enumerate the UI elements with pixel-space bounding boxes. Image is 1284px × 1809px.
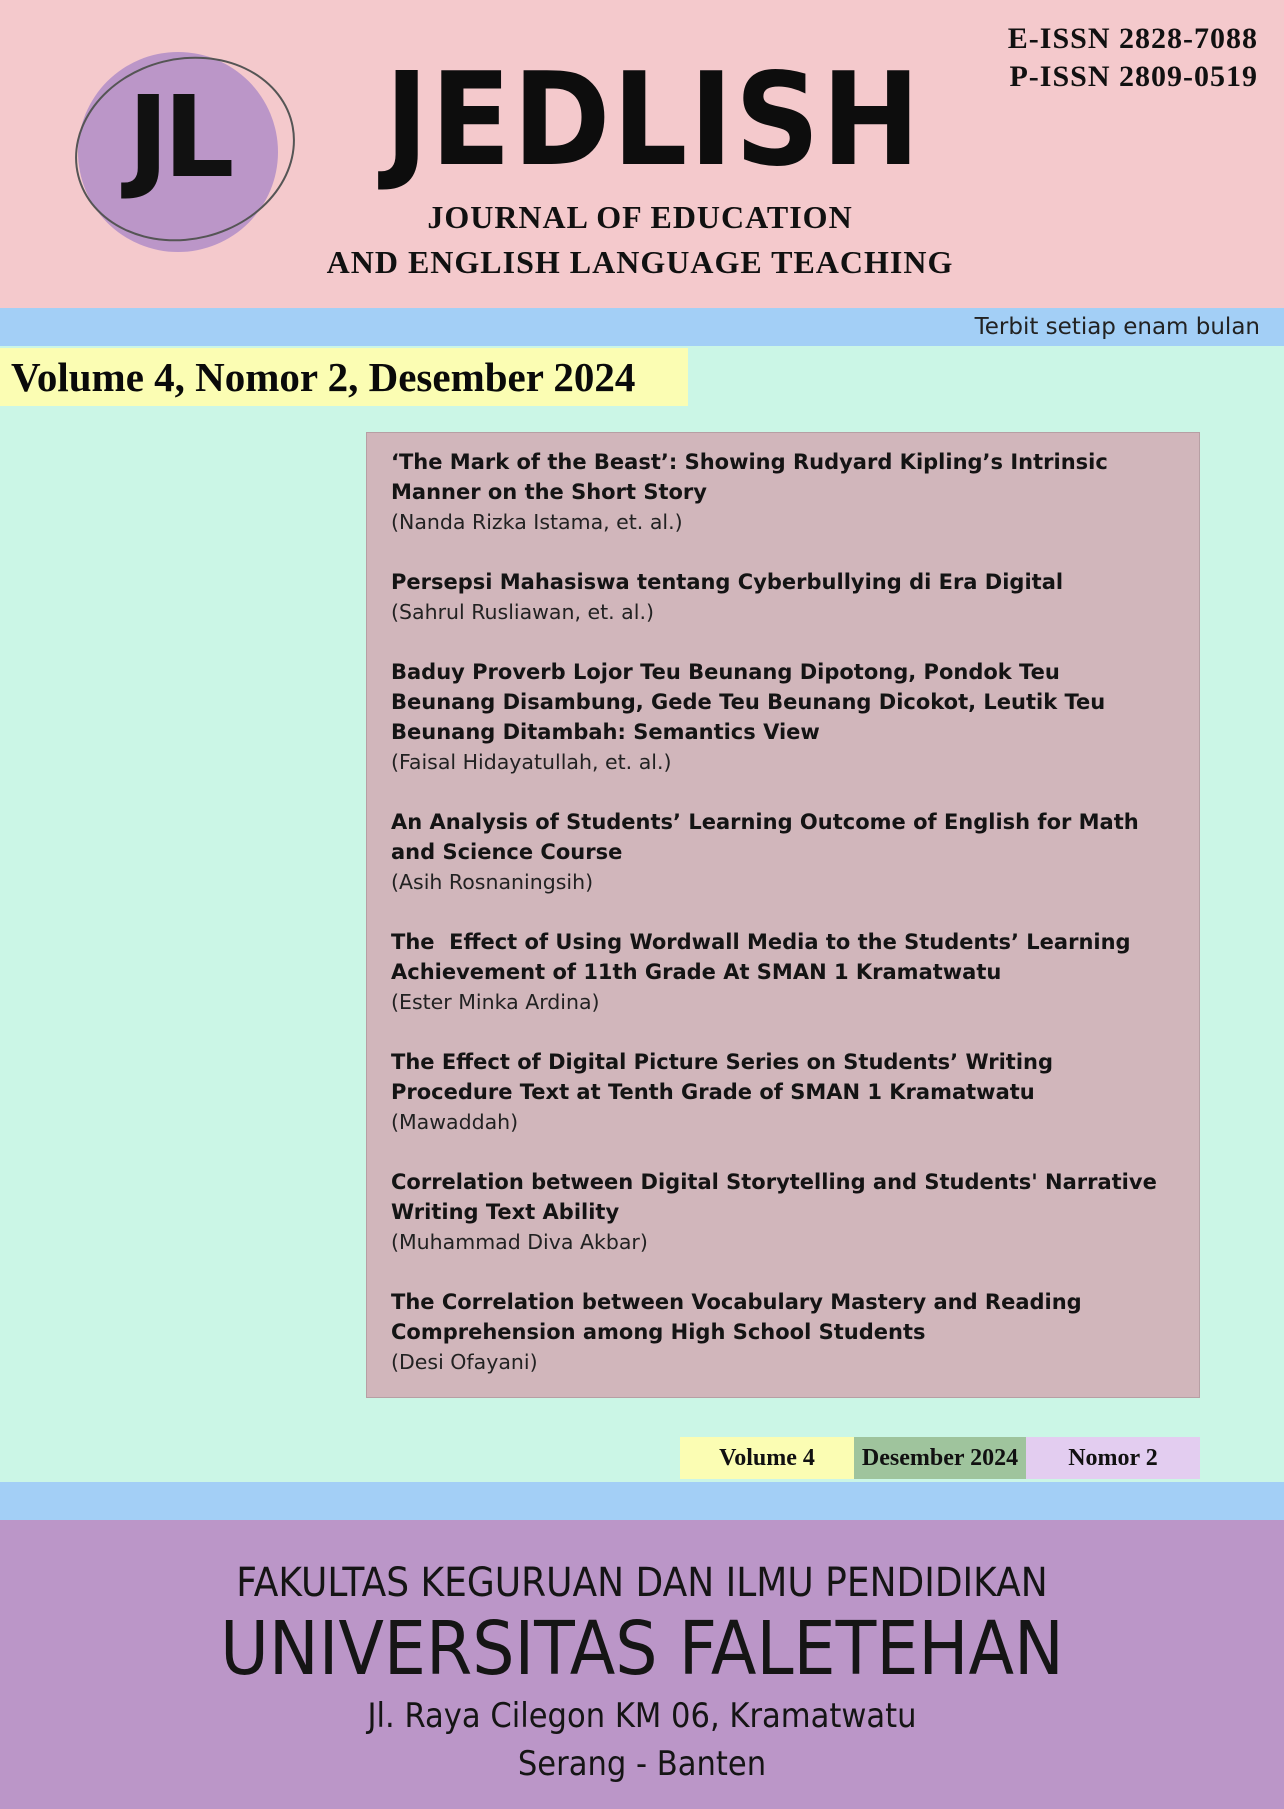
cover-footer: [0, 1520, 1284, 1809]
article-item: [391, 927, 1171, 1017]
article-author: (Muhammad Diva Akbar): [391, 1230, 648, 1254]
university-name: UNIVERSITAS FALETEHAN: [220, 1606, 1064, 1692]
volume-banner-text: Volume 4, Nomor 2, Desember 2024: [11, 354, 636, 400]
article-item: [391, 447, 1171, 537]
bottom-divider-band: [0, 1482, 1284, 1520]
article-item: [391, 1167, 1171, 1257]
article-author: (Desi Ofayani): [391, 1350, 538, 1374]
article-item: [391, 1047, 1171, 1137]
article-item: [391, 807, 1171, 897]
article-author: (Nanda Rizka Istama, et. al.): [391, 510, 683, 534]
journal-logo: JL: [127, 73, 229, 203]
issue-number: Nomor 2: [1026, 1437, 1200, 1479]
article-title: The Effect of Using Wordwall Media to the Students’ Learning Achievement of 11th Grade At SMAN 1 Kramatwatu: [391, 930, 1138, 984]
journal-subtitle-line2: AND ENGLISH LANGUAGE TEACHING: [326, 244, 954, 280]
article-author: (Faisal Hidayatullah, et. al.): [391, 750, 672, 774]
issue-volume: Volume 4: [680, 1437, 854, 1479]
article-title: Correlation between Digital Storytelling and Students' Narrative Writing Text Ability: [391, 1170, 1157, 1224]
article-title: Persepsi Mahasiswa tentang Cyberbullying di Era Digital: [391, 570, 1064, 594]
article-title: ‘The Mark of the Beast’: Showing Rudyard Kipling’s Intrinsic Manner on the Short Story: [391, 450, 1108, 504]
article-author: (Asih Rosnaningsih): [391, 870, 594, 894]
volume-banner: [0, 348, 688, 406]
article-author: (Mawaddah): [391, 1110, 519, 1134]
article-author: (Ester Minka Ardina): [391, 990, 600, 1014]
university-address: Jl. Raya Cilegon KM 06, Kramatwatu: [367, 1696, 917, 1736]
issue-date: Desember 2024: [854, 1437, 1026, 1479]
article-title: The Correlation between Vocabulary Mastery and Reading Comprehension among High School Students: [391, 1290, 1082, 1344]
article-item: [391, 1287, 1171, 1377]
article-title: An Analysis of Students’ Learning Outcome of English for Math and Science Course: [391, 810, 1139, 864]
article-title: The Effect of Digital Picture Series on Students’ Writing Procedure Text at Tenth Grade of SMAN 1 Kramatwatu: [391, 1050, 1054, 1104]
p-issn: P-ISSN 2809-0519: [1009, 60, 1258, 93]
article-author: (Sahrul Rusliawan, et. al.): [391, 600, 654, 624]
e-issn: E-ISSN 2828-7088: [1007, 22, 1258, 55]
article-item: [391, 657, 1171, 777]
article-list: [391, 447, 1171, 1407]
publication-frequency: Terbit setiap enam bulan: [974, 314, 1260, 340]
article-title: Baduy Proverb Lojor Teu Beunang Dipotong, Pondok Teu Beunang Disambung, Gede Teu Beunang Dicokot, Leutik Teu Beunang Ditambah: Semantics View: [391, 660, 1106, 744]
university-city: Serang - Banten: [517, 1744, 767, 1784]
article-item: [391, 567, 1171, 627]
table-of-contents: [366, 432, 1200, 1398]
journal-subtitle-line1: JOURNAL OF EDUCATION: [427, 199, 853, 235]
faculty-name: FAKULTAS KEGURUAN DAN ILMU PENDIDIKAN: [236, 1560, 1048, 1606]
cover-header: [0, 0, 1284, 308]
journal-name: JEDLISH: [384, 46, 922, 195]
